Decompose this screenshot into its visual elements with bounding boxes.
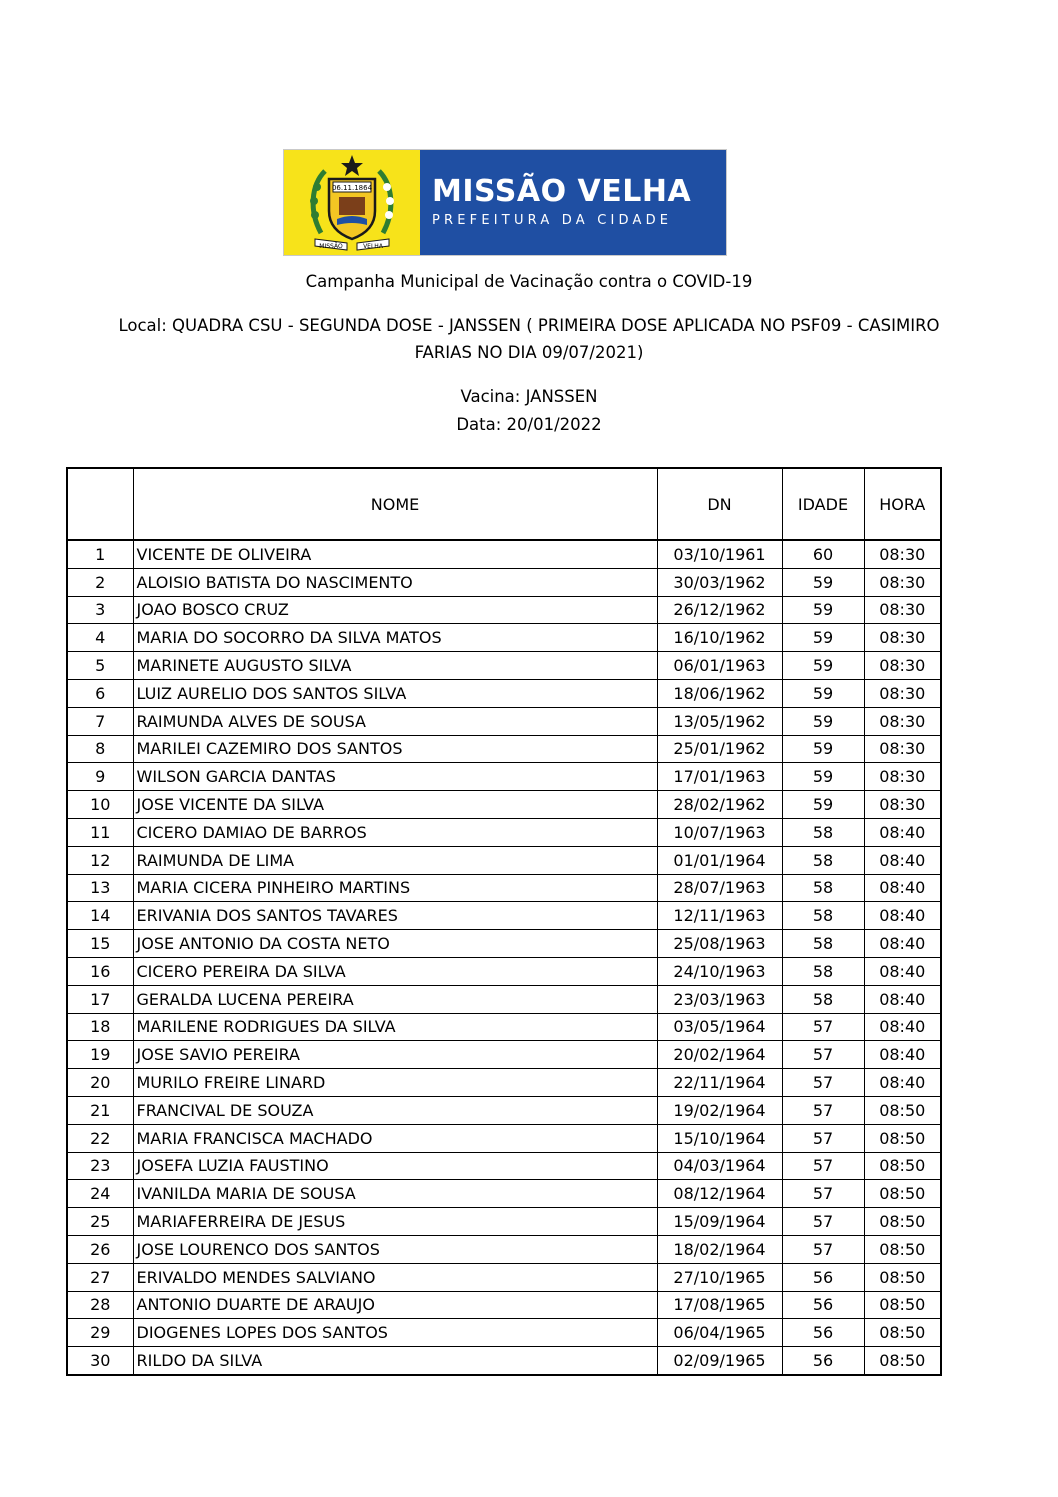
age: 59 (782, 735, 864, 763)
table-row (67, 735, 941, 763)
crest-icon (297, 153, 407, 253)
time-slot: 08:50 (864, 1124, 941, 1152)
row-number: 9 (67, 763, 133, 791)
table-row (67, 1013, 941, 1041)
column-header-age: IDADE (782, 468, 864, 540)
time-slot: 08:30 (864, 763, 941, 791)
age: 57 (782, 1096, 864, 1124)
birth-date: 28/07/1963 (657, 874, 782, 902)
date-label: Data: 20/01/2022 (456, 415, 602, 434)
person-name: MURILO FREIRE LINARD (133, 1069, 657, 1097)
birth-date: 16/10/1962 (657, 624, 782, 652)
age: 59 (782, 679, 864, 707)
person-name: WILSON GARCIA DANTAS (133, 763, 657, 791)
birth-date: 26/12/1962 (657, 596, 782, 624)
time-slot: 08:50 (864, 1096, 941, 1124)
age: 56 (782, 1291, 864, 1319)
crest-date-text: 06.11.1864 (331, 183, 373, 192)
table-row (67, 818, 941, 846)
time-slot: 08:40 (864, 846, 941, 874)
birth-date: 12/11/1963 (657, 902, 782, 930)
birth-date: 22/11/1964 (657, 1069, 782, 1097)
row-number: 5 (67, 652, 133, 680)
table-row (67, 1263, 941, 1291)
time-slot: 08:50 (864, 1263, 941, 1291)
age: 56 (782, 1347, 864, 1375)
table-row (67, 652, 941, 680)
person-name: JOSE LOURENCO DOS SANTOS (133, 1235, 657, 1263)
person-name: VICENTE DE OLIVEIRA (133, 540, 657, 568)
time-slot: 08:40 (864, 902, 941, 930)
table-row (67, 707, 941, 735)
person-name: RILDO DA SILVA (133, 1347, 657, 1375)
table-row (67, 1124, 941, 1152)
time-slot: 08:30 (864, 707, 941, 735)
time-slot: 08:40 (864, 1041, 941, 1069)
age: 58 (782, 874, 864, 902)
person-name: MARILENE RODRIGUES DA SILVA (133, 1013, 657, 1041)
table-row (67, 1041, 941, 1069)
row-number: 14 (67, 902, 133, 930)
time-slot: 08:30 (864, 679, 941, 707)
person-name: MARIA FRANCISCA MACHADO (133, 1124, 657, 1152)
table-row (67, 985, 941, 1013)
person-name: RAIMUNDA ALVES DE SOUSA (133, 707, 657, 735)
birth-date: 25/01/1962 (657, 735, 782, 763)
age: 57 (782, 1208, 864, 1236)
time-slot: 08:30 (864, 568, 941, 596)
person-name: MARILEI CAZEMIRO DOS SANTOS (133, 735, 657, 763)
birth-date: 06/01/1963 (657, 652, 782, 680)
table-row (67, 1069, 941, 1097)
location-line-2: FARIAS NO DIA 09/07/2021) (414, 343, 644, 362)
row-number: 4 (67, 624, 133, 652)
time-slot: 08:50 (864, 1319, 941, 1347)
person-name: CICERO PEREIRA DA SILVA (133, 957, 657, 985)
time-slot: 08:40 (864, 1013, 941, 1041)
time-slot: 08:50 (864, 1235, 941, 1263)
time-slot: 08:30 (864, 624, 941, 652)
age: 57 (782, 1152, 864, 1180)
time-slot: 08:30 (864, 735, 941, 763)
row-number: 10 (67, 791, 133, 819)
table-row (67, 1235, 941, 1263)
crest-ribbon-right-text: VELHA (363, 242, 383, 250)
table-row (67, 1291, 941, 1319)
table-row (67, 957, 941, 985)
birth-date: 18/06/1962 (657, 679, 782, 707)
brand-block (420, 150, 726, 255)
birth-date: 30/03/1962 (657, 568, 782, 596)
age: 57 (782, 1124, 864, 1152)
person-name: JOSEFA LUZIA FAUSTINO (133, 1152, 657, 1180)
person-name: ERIVANIA DOS SANTOS TAVARES (133, 902, 657, 930)
row-number: 25 (67, 1208, 133, 1236)
age: 57 (782, 1041, 864, 1069)
birth-date: 27/10/1965 (657, 1263, 782, 1291)
table-row (67, 763, 941, 791)
row-number: 21 (67, 1096, 133, 1124)
birth-date: 02/09/1965 (657, 1347, 782, 1375)
age: 59 (782, 707, 864, 735)
time-slot: 08:50 (864, 1180, 941, 1208)
birth-date: 17/01/1963 (657, 763, 782, 791)
age: 57 (782, 1180, 864, 1208)
person-name: JOSE SAVIO PEREIRA (133, 1041, 657, 1069)
column-header-name: NOME (133, 468, 657, 540)
age: 58 (782, 930, 864, 958)
table-row (67, 1208, 941, 1236)
table-row (67, 540, 941, 568)
crest-ribbon-left-text: MISSÃO (319, 242, 343, 250)
age: 59 (782, 652, 864, 680)
age: 57 (782, 1013, 864, 1041)
person-name: ALOISIO BATISTA DO NASCIMENTO (133, 568, 657, 596)
vaccination-table (66, 467, 942, 1376)
birth-date: 03/05/1964 (657, 1013, 782, 1041)
person-name: FRANCIVAL DE SOUZA (133, 1096, 657, 1124)
row-number: 19 (67, 1041, 133, 1069)
person-name: ERIVALDO MENDES SALVIANO (133, 1263, 657, 1291)
table-row (67, 1319, 941, 1347)
row-number: 17 (67, 985, 133, 1013)
table-row (67, 930, 941, 958)
row-number: 11 (67, 818, 133, 846)
table-row (67, 791, 941, 819)
logo-banner (283, 149, 727, 256)
age: 59 (782, 763, 864, 791)
row-number: 28 (67, 1291, 133, 1319)
time-slot: 08:30 (864, 652, 941, 680)
table-row (67, 1347, 941, 1375)
table-row (67, 596, 941, 624)
table-row (67, 679, 941, 707)
column-header-time: HORA (864, 468, 941, 540)
time-slot: 08:40 (864, 1069, 941, 1097)
age: 58 (782, 818, 864, 846)
birth-date: 20/02/1964 (657, 1041, 782, 1069)
person-name: LUIZ AURELIO DOS SANTOS SILVA (133, 679, 657, 707)
city-name: MISSÃO VELHA (432, 174, 692, 209)
table-header-row (67, 468, 941, 540)
age: 56 (782, 1319, 864, 1347)
location-line-1: Local: QUADRA CSU - SEGUNDA DOSE - JANSSEN ( PRIMEIRA DOSE APLICADA NO PSF09 - CASIMIRO (118, 316, 940, 335)
age: 57 (782, 1069, 864, 1097)
column-header-dn: DN (657, 468, 782, 540)
time-slot: 08:40 (864, 874, 941, 902)
time-slot: 08:50 (864, 1152, 941, 1180)
person-name: MARINETE AUGUSTO SILVA (133, 652, 657, 680)
row-number: 29 (67, 1319, 133, 1347)
row-number: 22 (67, 1124, 133, 1152)
birth-date: 10/07/1963 (657, 818, 782, 846)
person-name: DIOGENES LOPES DOS SANTOS (133, 1319, 657, 1347)
person-name: MARIAFERREIRA DE JESUS (133, 1208, 657, 1236)
time-slot: 08:40 (864, 818, 941, 846)
crest-emblem (284, 150, 420, 255)
table-row (67, 1180, 941, 1208)
person-name: JOAO BOSCO CRUZ (133, 596, 657, 624)
time-slot: 08:50 (864, 1347, 941, 1375)
row-number: 26 (67, 1235, 133, 1263)
age: 56 (782, 1263, 864, 1291)
row-number: 15 (67, 930, 133, 958)
person-name: JOSE ANTONIO DA COSTA NETO (133, 930, 657, 958)
row-number: 27 (67, 1263, 133, 1291)
birth-date: 15/09/1964 (657, 1208, 782, 1236)
row-number: 1 (67, 540, 133, 568)
row-number: 20 (67, 1069, 133, 1097)
row-number: 3 (67, 596, 133, 624)
row-number: 30 (67, 1347, 133, 1375)
birth-date: 17/08/1965 (657, 1291, 782, 1319)
birth-date: 24/10/1963 (657, 957, 782, 985)
row-number: 23 (67, 1152, 133, 1180)
row-number: 18 (67, 1013, 133, 1041)
row-number: 2 (67, 568, 133, 596)
person-name: JOSE VICENTE DA SILVA (133, 791, 657, 819)
birth-date: 01/01/1964 (657, 846, 782, 874)
table-row (67, 624, 941, 652)
row-number: 12 (67, 846, 133, 874)
row-number: 8 (67, 735, 133, 763)
row-number: 16 (67, 957, 133, 985)
birth-date: 03/10/1961 (657, 540, 782, 568)
table-row (67, 568, 941, 596)
row-number: 24 (67, 1180, 133, 1208)
time-slot: 08:30 (864, 791, 941, 819)
age: 58 (782, 957, 864, 985)
row-number: 13 (67, 874, 133, 902)
birth-date: 28/02/1962 (657, 791, 782, 819)
row-number: 7 (67, 707, 133, 735)
birth-date: 19/02/1964 (657, 1096, 782, 1124)
birth-date: 13/05/1962 (657, 707, 782, 735)
person-name: MARIA DO SOCORRO DA SILVA MATOS (133, 624, 657, 652)
person-name: GERALDA LUCENA PEREIRA (133, 985, 657, 1013)
birth-date: 06/04/1965 (657, 1319, 782, 1347)
time-slot: 08:40 (864, 985, 941, 1013)
age: 58 (782, 846, 864, 874)
age: 59 (782, 791, 864, 819)
age: 60 (782, 540, 864, 568)
row-number: 6 (67, 679, 133, 707)
person-name: RAIMUNDA DE LIMA (133, 846, 657, 874)
birth-date: 15/10/1964 (657, 1124, 782, 1152)
birth-date: 04/03/1964 (657, 1152, 782, 1180)
person-name: ANTONIO DUARTE DE ARAUJO (133, 1291, 657, 1319)
time-slot: 08:30 (864, 596, 941, 624)
time-slot: 08:30 (864, 540, 941, 568)
city-subtitle: PREFEITURA DA CIDADE (432, 213, 673, 228)
birth-date: 08/12/1964 (657, 1180, 782, 1208)
vaccine-label: Vacina: JANSSEN (460, 387, 598, 406)
time-slot: 08:50 (864, 1291, 941, 1319)
table-row (67, 846, 941, 874)
person-name: CICERO DAMIAO DE BARROS (133, 818, 657, 846)
time-slot: 08:40 (864, 957, 941, 985)
birth-date: 25/08/1963 (657, 930, 782, 958)
time-slot: 08:50 (864, 1208, 941, 1236)
table-row (67, 1152, 941, 1180)
table-row (67, 874, 941, 902)
age: 58 (782, 902, 864, 930)
column-header-index (67, 468, 133, 540)
table-row (67, 1096, 941, 1124)
age: 59 (782, 596, 864, 624)
age: 59 (782, 568, 864, 596)
campaign-title: Campanha Municipal de Vacinação contra o COVID-19 (305, 272, 753, 291)
person-name: IVANILDA MARIA DE SOUSA (133, 1180, 657, 1208)
birth-date: 18/02/1964 (657, 1235, 782, 1263)
age: 57 (782, 1235, 864, 1263)
age: 58 (782, 985, 864, 1013)
age: 59 (782, 624, 864, 652)
table-body (67, 540, 941, 1375)
time-slot: 08:40 (864, 930, 941, 958)
birth-date: 23/03/1963 (657, 985, 782, 1013)
table-row (67, 902, 941, 930)
person-name: MARIA CICERA PINHEIRO MARTINS (133, 874, 657, 902)
